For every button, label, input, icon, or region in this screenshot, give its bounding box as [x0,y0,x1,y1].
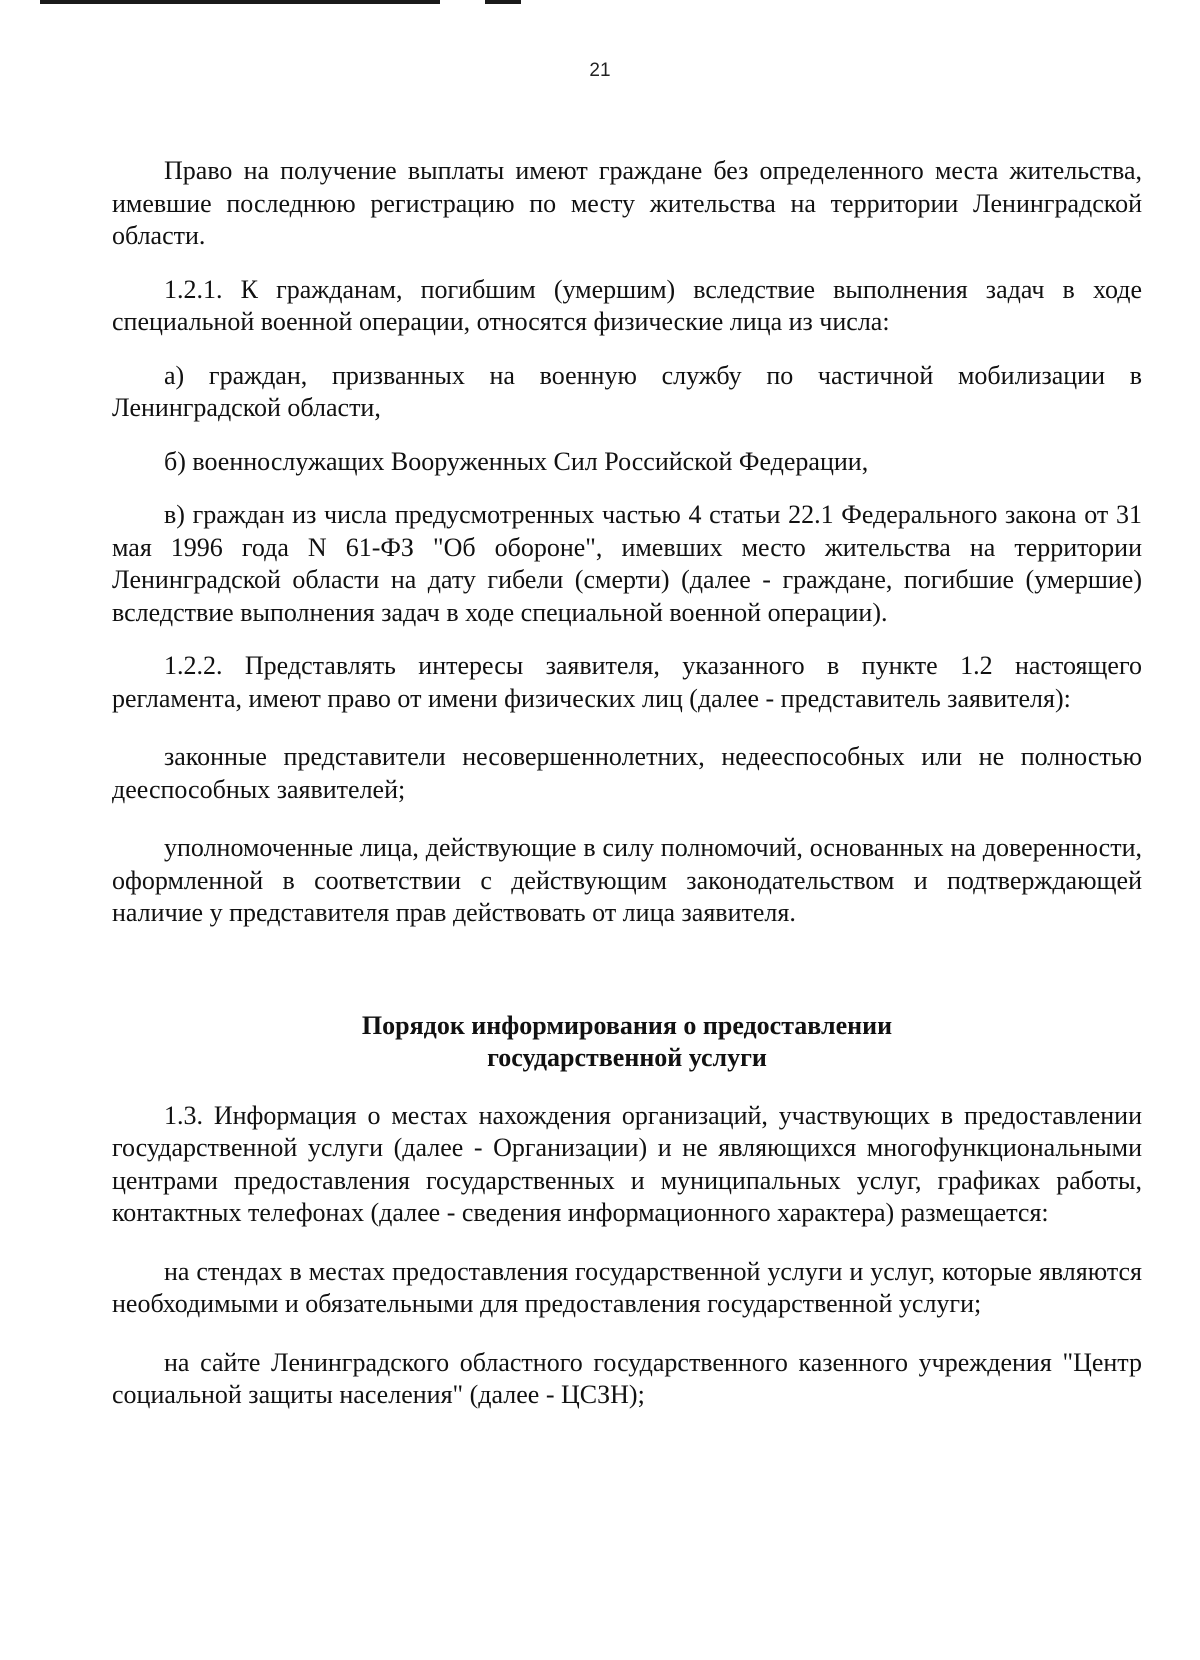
page-number: 21 [589,60,611,81]
paragraph-authorized-persons: уполномоченные лица, действующие в силу полномочий, основанных на доверенности, оформленной в соответствии с действующим законодательством и подтверждающей наличие у представителя прав действовать от лица заявителя. [112,833,1142,927]
paragraph-legal-representatives: законные представители несовершеннолетних, недееспособных или не полностью дееспособных заявителей; [112,742,1142,804]
scan-artifact-line [40,0,440,4]
document-body [112,155,1142,1412]
paragraph-1-2-2: 1.2.2. Представлять интересы заявителя, указанного в пункте 1.2 настоящего регламента, имеют право от имени физических лиц (далее - представитель заявителя): [112,651,1142,713]
paragraph-1-3: 1.3. Информация о местах нахождения организаций, участвующих в предоставлении государственной услуги (далее - Организации) и не являющихся многофункциональными центрами предоставления государственных и муниципальных услуг, графиках работы, контактных телефонах (далее - сведения информационного характера) размещается: [112,1100,1142,1227]
scan-artifact-line [485,0,521,4]
paragraph-item-v: в) граждан из числа предусмотренных частью 4 статьи 22.1 Федерального закона от 31 мая 1996 года N 61-ФЗ "Об обороне", имевших место жительства на территории Ленинградской области на дату гибели (смерти) (далее - граждане, погибшие (умершие) вследствие выполнения задач в ходе специальной военной операции). [112,500,1142,627]
paragraph-website: на сайте Ленинградского областного государственного казенного учреждения "Центр социальной защиты населения" (далее - ЦСЗН); [112,1347,1142,1409]
paragraph-stands: на стендах в местах предоставления государственной услуги и услуг, которые являются необходимыми и обязательными для предоставления государственной услуги; [112,1256,1142,1318]
section-heading [112,1010,1142,1074]
paragraph-item-a: а) граждан, призванных на военную службу по частичной мобилизации в Ленинградской области, [112,360,1142,422]
paragraph-registration: Право на получение выплаты имеют граждане без определенного места жительства, имевшие последнюю регистрацию по месту жительства на территории Ленинградской области. [112,156,1142,250]
paragraph-1-2-1: 1.2.1. К гражданам, погибшим (умершим) вследствие выполнения задач в ходе специальной военной операции, относятся физические лица из числа: [112,274,1142,336]
section-heading-line-2: государственной услуги [487,1042,767,1072]
section-heading-line-1: Порядок информирования о предоставлении [361,1010,893,1040]
paragraph-item-b: б) военнослужащих Вооруженных Сил Российской Федерации, [164,446,869,476]
